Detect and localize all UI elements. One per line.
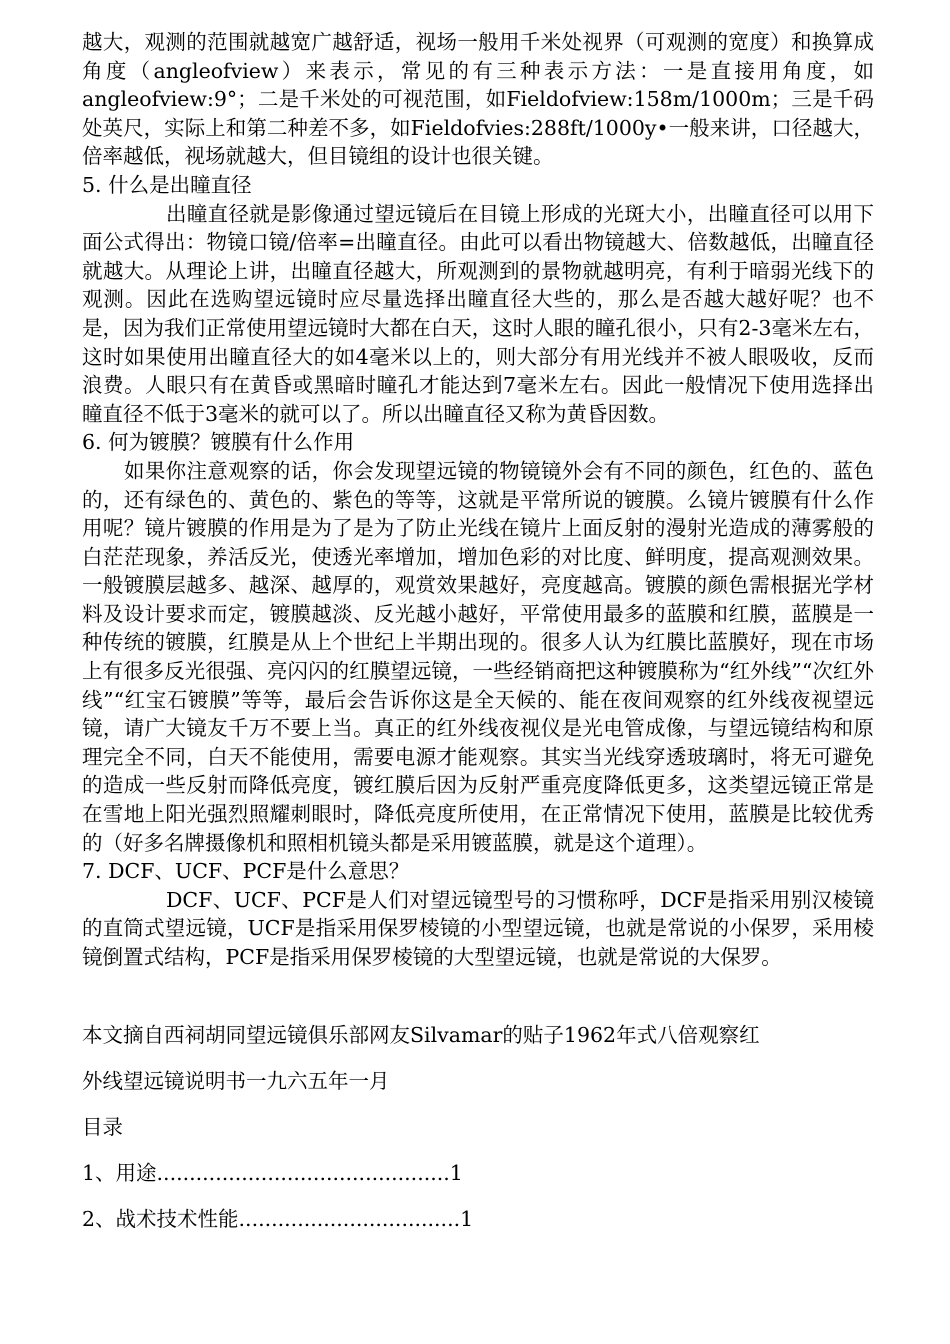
paragraph-coating: 如果你注意观察的话，你会发现望远镜的物镜镜外会有不同的颜色，红色的、蓝色的，还有绿色的、黄色的、紫色的等等，这就是平常所说的镀膜。么镜片镀膜有什么作用呢？镜片镀膜的作用是为了是为了防止光线在镜片上面反射的漫射光造成的薄雾般的白茫茫现象，养活反光，使透光率增加，增加色彩的对比度、鲜明度，提高观测效果。一般镀膜层越多、越深、越厚的，观赏效果越好，亮度越高。镀膜的颜色需根据光学材料及设计要求而定，镀膜越淡、反光越小越好，平常使用最多的蓝膜和红膜，蓝膜是一种传统的镀膜，红膜是从上个世纪上半期出现的。很多人认为红膜比蓝膜好，现在市场上有很多反光很强、亮闪闪的红膜望远镜，一些经销商把这种镀膜称为“红外线”“次红外线”“红宝石镀膜”等等，最后会告诉你这是全天候的、能在夜间观察的红外线夜视望远镜，请广大镜友千万不要上当。真正的红外线夜视仪是光电管成像，与望远镜结构和原理完全不同，白天不能使用，需要电源才能观察。其实当光线穿透玻璃时，将无可避免的造成一些反射而降低亮度，镀红膜后因为反射严重亮度降低更多，这类望远镜正常是在雪地上阳光强烈照耀刺眼时，降低亮度所使用，在正常情况下使用，蓝膜是比较优秀的（好多名牌摄像机和照相机镜头都是采用镀蓝膜，就是这个道理）。 bbox=[82, 458, 874, 855]
heading-coating: 6. 何为镀膜？镀膜有什么作用 bbox=[82, 430, 355, 455]
document-page bbox=[82, 28, 874, 1242]
paragraph-dcf-ucf-pcf: DCF、UCF、PCF是人们对望远镜型号的习惯称呼，DCF是指采用别汉棱镜的直筒式望远镜，UCF是指采用保罗棱镜的小型望远镜，也就是常说的小保罗，采用棱镜倒置式结构，PCF是指采用保罗棱镜的大型望远镜，也就是常说的大保罗。 bbox=[82, 887, 874, 969]
heading-exit-pupil: 5. 什么是出瞳直径 bbox=[82, 172, 252, 197]
paragraph-field-of-view: 越大，观测的范围就越宽广越舒适，视场一般用千米处视界（可观测的宽度）和换算成角度（angleofview）来表示，常见的有三种表示方法：一是直接用角度，如angleofview:9°；二是千米处的可视范围，如Fieldofview:158m/1000m；三是千码处英尺，实际上和第二种差不多，如Fieldofvies:288ft/1000y•一般来讲，口径越大，倍率越低，视场就越大，但目镜组的设计也很关键。 bbox=[82, 30, 874, 169]
source-line-2: 外线望远镜说明书一九六五年一月 bbox=[82, 1068, 390, 1093]
paragraph-exit-pupil: 出瞳直径就是影像通过望远镜后在目镜上形成的光斑大小，出瞳直径可以用下面公式得出：物镜口镜/倍率=出瞳直径。由此可以看出物镜越大、倍数越低，出瞳直径就越大。从理论上讲，出瞳直径越大，所观测到的景物就越明亮，有利于暗弱光线下的观测。因此在选购望远镜时应尽量选择出瞳直径大些的，那么是否越大越好呢？也不是，因为我们正常使用望远镜时大都在白天，这时人眼的瞳孔很小，只有2-3毫米左右，这时如果使用出瞳直径大的如4毫米以上的，则大部分有用光线并不被人眼吸收，反而浪费。人眼只有在黄昏或黑暗时瞳孔才能达到7毫米左右。因此一般情况下使用选择出瞳直径不低于3毫米的就可以了。所以出瞳直径又称为黄昏因数。 bbox=[82, 201, 874, 426]
source-line-1: 本文摘自西祠胡同望远镜俱乐部网友Silvamar的贴子1962年式八倍观察红 bbox=[82, 1022, 760, 1047]
toc-entry-performance: 2、战术技术性能..................................1 bbox=[82, 1206, 474, 1231]
article-body bbox=[82, 28, 874, 972]
toc-title: 目录 bbox=[82, 1114, 123, 1139]
source-and-toc bbox=[82, 1012, 874, 1242]
toc-entry-purpose: 1、用途.............................................1 bbox=[82, 1160, 463, 1185]
heading-dcf-ucf-pcf: 7. DCF、UCF、PCF是什么意思？ bbox=[82, 859, 410, 884]
